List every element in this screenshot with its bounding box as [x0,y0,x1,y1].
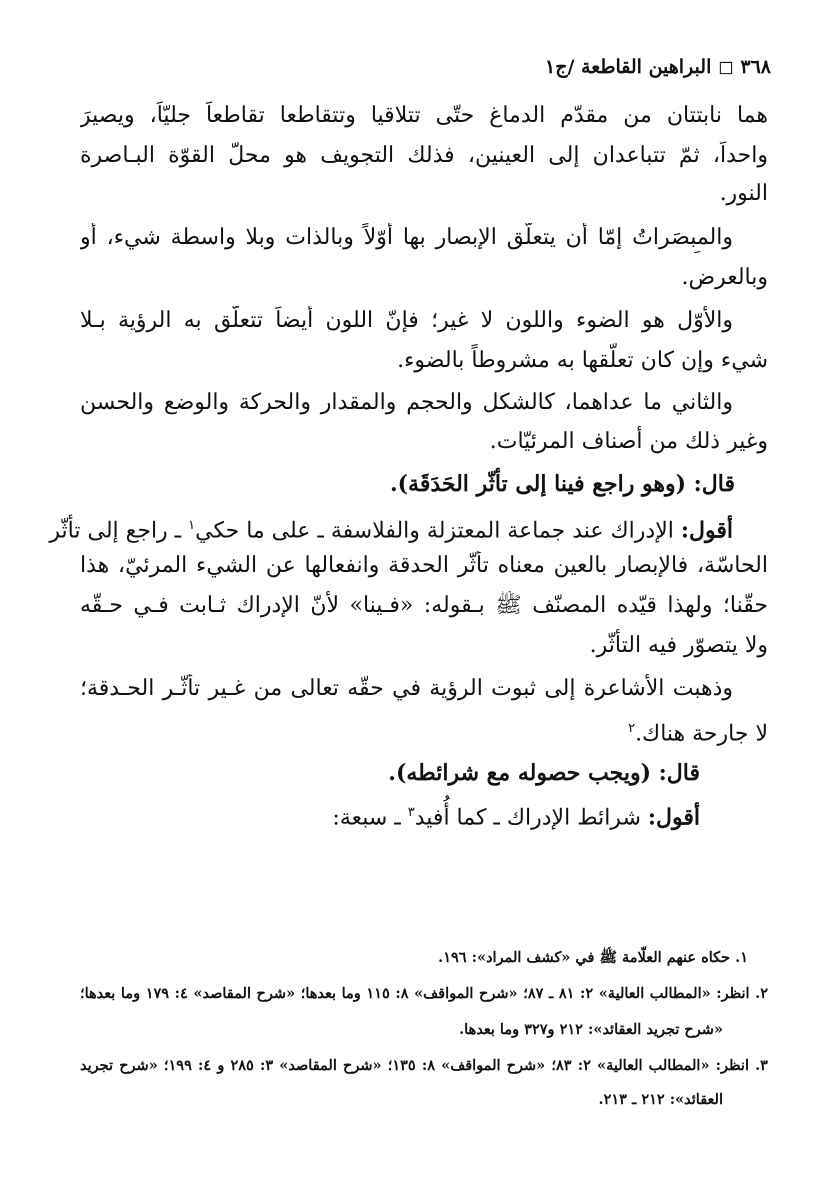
text-line: واحداً، ثمّ تتباعدان إلى العينين، فذلك التجويف هو محلّ القوّة البـاصرة [80,143,768,168]
text-line: وغير ذلك من أصناف المرئيّات. [489,429,768,454]
qala-label: قال: [693,471,735,497]
footnote: ٣. انظر: «المطالب العالية» ٢: ٨٣؛ «شرح المواقف» ٨: ١٣٥؛ «شرح المقاصد» ٣: ٢٨٥ و ٤: ١٩٩؛ «شرح تجريد [80,1057,768,1074]
text-line: والأوّل هو الضوء واللون لا غير؛ فإنّ اللون أيضاً تتعلّق به الرؤية بـلا [80,308,733,333]
footnote: ١. حكاه عنهم العلّامة ﷺ في «كشف المراد»: ١٩٦. [438,949,748,966]
footnote: ٢. انظر: «المطالب العالية» ٢: ٨١ ـ ٨٧؛ «شرح المواقف» ٨: ١١٥ وما بعدها؛ «شرح المقاصد» ٤: ١٧٩ وما بعدها؛ [80,985,768,1002]
running-header [545,56,771,78]
text-span: ـ سبعة: [332,805,401,831]
footnote-ref[interactable]: ١ [188,518,196,533]
text-line-qala [80,758,700,788]
text-span: شرائط الإدراك ـ كما أُفيد [414,805,641,831]
aqulu-label: أقول: [647,804,700,831]
text-span: لا جارحة هناك. [635,721,768,747]
text-line: وذهبت الأشاعرة إلى ثبوت الرؤية في حقّه تعالى من غـير تأثّـر الحـدقة؛ [80,676,733,701]
text-line: ولا يتصوّر فيه التأثّر. [589,633,768,658]
text-line: شيء وإن كان تعلّقها به مشروطاً بالضوء. [397,348,768,373]
text-line: وبالعرض. [681,265,768,290]
text-span: ـ راجع إلى تأثّر [49,518,182,544]
text-line: الحاسّة، فالإبصار بالعين معناه تأثّر الحدقة وانفعالها عن الشيء المرئيّ، هذا [80,553,768,578]
text-line: والمبصَراتُ إمّا أن يتعلّق الإبصار بها أوّلاً وبالذات وبلا واسطة شيء، أو [80,225,733,250]
text-span: الإدراك عند جماعة المعتزلة والفلاسفة ـ على ما حكي [195,518,674,544]
text-line: حقّنا؛ ولهذا قيّده المصنّف ﷺ بـقوله: «فـينا» لأنّ الإدراك ثـابت فـي حـقّه [80,593,768,618]
aqulu-label: أقول: [680,517,733,544]
footnote-continuation: العقائد»: ٢١٢ ـ ٢١٣. [598,1091,723,1108]
text-line: هما نابتتان من مقدّم الدماغ حتّى تتلاقيا وتتقاطعا تقاطعاً جليّاً، ويصيرَ [80,103,768,128]
text-line-aqulu [49,511,733,546]
footnote-ref[interactable]: ٣ [407,805,415,820]
footnote-ref[interactable]: ٢ [628,721,636,736]
text-line [80,714,768,749]
qala-label: قال: [658,760,700,786]
text-line-aqulu [80,798,700,833]
matn-quote: (وهو راجع فينا إلى تأثّر الحَدَقَة). [389,471,686,497]
text-line: والثاني ما عداهما، كالشكل والحجم والمقدار والحركة والوضع والحسن [80,390,733,415]
matn-quote: (ويجب حصوله مع شرائطه). [388,760,651,786]
footnote-continuation: «شرح تجريد العقائد»: ٢١٢ و٣٢٧ وما بعدها. [459,1021,723,1038]
text-line: النور. [719,181,768,206]
separator-icon: ◻ [717,56,734,78]
text-line-qala [82,469,735,499]
page-number: ٣٦٨ [740,56,771,78]
running-title: البراهين القاطعة /ج١ [544,56,712,78]
